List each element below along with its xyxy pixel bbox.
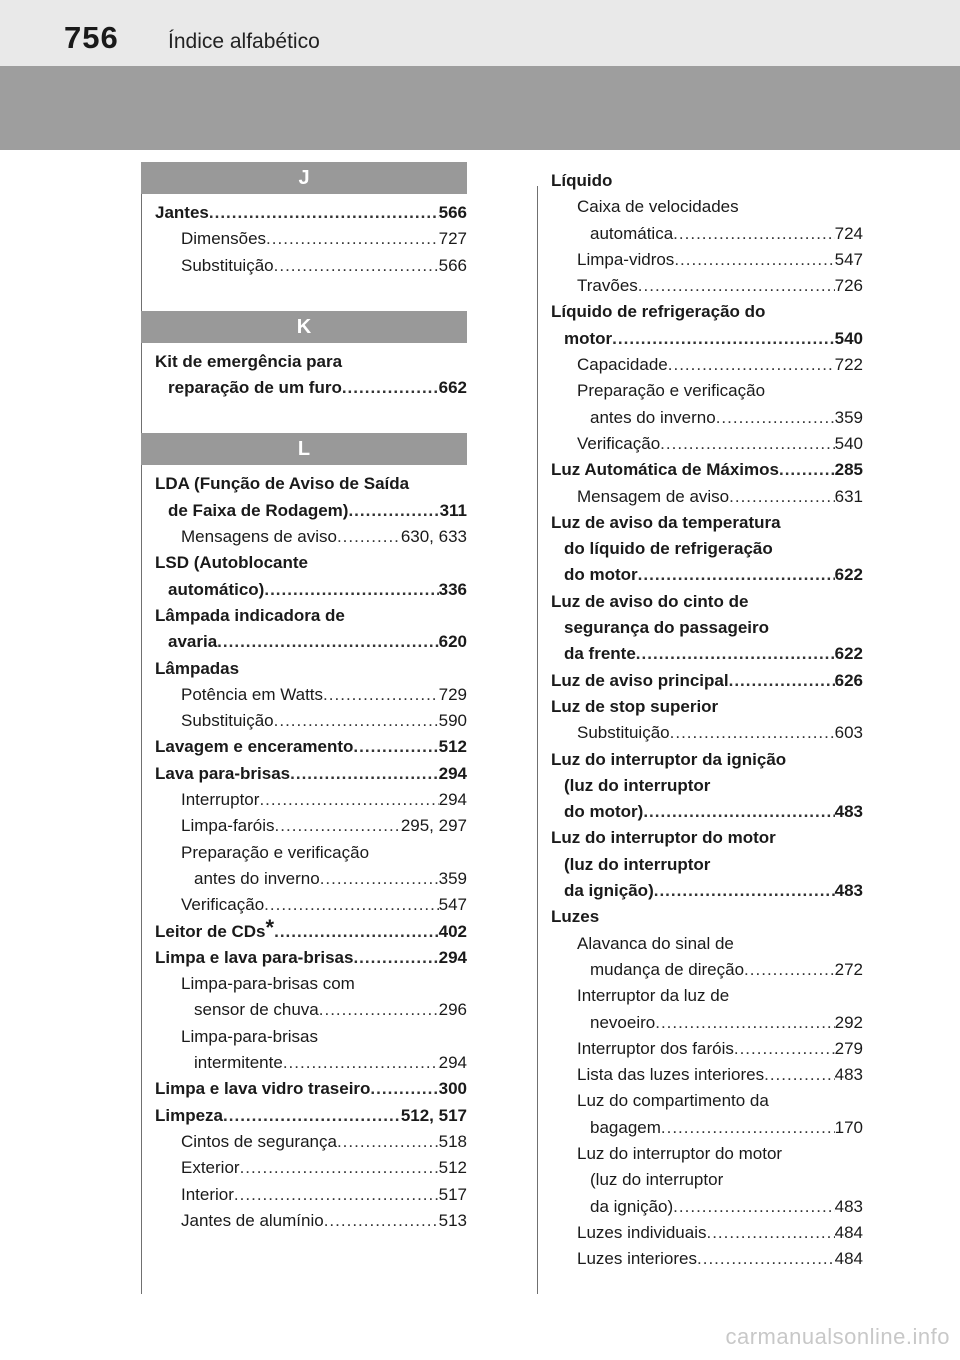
page-reference: 620 [438,632,467,652]
index-entry [155,200,467,226]
index-entry-term: Interruptor da luz de [577,986,730,1006]
dot-leader [654,878,835,904]
index-entry-term: Líquido de refrigeração do [551,302,766,322]
index-entry [551,1088,863,1114]
page-reference: 626 [834,670,863,690]
index-entry-term: Caixa de velocidades [577,197,739,217]
index-entry-term: nevoeiro [590,1012,656,1032]
index-entry [551,1141,863,1167]
index-entry-term: mudança de direção [590,959,745,979]
page-reference: 483 [834,802,863,822]
page-reference: 311 [439,500,467,520]
index-entry-term: (luz do interruptor [590,1170,724,1190]
index-entry [551,352,863,378]
index-entry [551,536,863,562]
index-entry [155,1103,467,1129]
index-entry-term: de Faixa de Rodagem) [168,500,349,520]
page-reference: 484 [834,1249,863,1269]
index-entry [155,375,467,401]
page-reference: 622 [834,565,863,585]
index-entry-term: Preparação e verificação [181,842,370,862]
index-entry [551,983,863,1009]
index-entry [551,1194,863,1220]
letter-heading-l: L [141,433,467,465]
index-entry-term: Interior [181,1184,234,1204]
index-entry [551,484,863,510]
index-entry-term: LSD (Autoblocante [155,553,308,573]
index-entry [155,708,467,734]
index-entry [551,562,863,588]
page-reference: 566 [438,203,467,222]
index-entry [155,761,467,787]
index-entry-term: Interruptor dos faróis [577,1038,734,1058]
page-reference: 630, 633 [400,527,467,547]
dot-leader [668,352,835,378]
index-entry [155,682,467,708]
index-entry [155,524,467,550]
dot-leader [734,1036,835,1062]
page-reference: 513 [438,1210,467,1230]
page-reference: 483 [834,1196,863,1216]
page-reference: 483 [834,1065,863,1085]
dot-leader [274,253,439,279]
page-reference: 603 [834,723,863,743]
page-reference: 547 [438,895,467,915]
index-entry-term: do líquido de refrigeração [564,539,773,559]
page-reference: 292 [834,1012,863,1032]
index-entry-term: Limpa-para-brisas com [181,974,355,994]
page-reference: 294 [438,763,467,783]
page-reference: 722 [834,355,863,375]
dot-leader [275,813,401,839]
dot-leader [729,484,834,510]
page-reference: 296 [438,1000,467,1020]
section-gap [141,401,467,433]
dot-leader [274,708,439,734]
page-reference: 517 [438,1184,467,1204]
index-entry-term: Potência em Watts [181,684,324,704]
dot-leader [337,524,401,550]
index-entry [155,629,467,655]
index-entry-term: Luzes interiores [577,1249,698,1269]
page-reference: 727 [438,229,467,249]
index-entry [551,221,863,247]
index-entry-term: Alavanca do sinal de [577,933,734,953]
dot-leader [697,1246,835,1272]
index-entry [155,603,467,629]
index-entry-term: Kit de emergência para [155,351,343,371]
index-entry [551,931,863,957]
index-entry-term: (luz do interruptor [564,775,711,795]
index-entry-term: bagagem [590,1117,661,1137]
dot-leader [217,629,438,655]
index-entry-term: do motor) [564,802,644,822]
index-entry-term: intermitente [194,1053,283,1073]
index-entry [551,299,863,325]
dot-leader [319,997,439,1023]
index-entry-term: reparação de um furo [168,378,342,398]
page-number: 756 [64,20,119,55]
letter-group [141,465,467,1234]
index-entry-term: avaria [168,632,218,652]
index-entry [551,641,863,667]
dot-leader [223,1103,401,1129]
index-entry [551,1036,863,1062]
page-header-light-strip [0,0,960,66]
dot-leader [636,641,835,667]
page-reference: 483 [834,881,863,901]
index-entry-term: Limpa-para-brisas [181,1026,318,1046]
index-entry-term: Lavagem e enceramento [155,737,354,757]
index-entry-term: Luz do interruptor da ignição [551,749,787,769]
index-entry [551,1167,863,1193]
index-entry [155,866,467,892]
index-entry [155,577,467,603]
index-entry-term: Mensagens de aviso [181,527,337,547]
section-title: Índice alfabético [168,30,320,53]
page-reference: 518 [438,1131,467,1151]
page-header-band [0,0,960,150]
dot-leader [729,668,835,694]
index-entry [155,226,467,252]
index-entry-term: Verificação [577,433,661,453]
page-reference: 622 [834,644,863,664]
page-reference: 294 [438,947,467,967]
index-entry [551,1115,863,1141]
dot-leader [716,405,835,431]
dot-leader [638,273,835,299]
dot-leader [337,1129,439,1155]
letter-group [141,194,467,279]
index-entry-term: (luz do interruptor [564,854,711,874]
page-reference: 170 [834,1117,863,1137]
index-entry-term: Luz do interruptor do motor [577,1143,783,1163]
index-entry [551,1062,863,1088]
dot-leader [370,1076,438,1102]
index-entry-term: Lâmpadas [155,658,240,678]
index-entry-term: LDA (Função de Aviso de Saída [155,474,410,494]
index-entry [551,168,863,194]
page-reference: 484 [834,1222,863,1242]
index-entry-term: Luz de aviso principal [551,670,729,690]
index-entry-term: Substituição [181,711,274,731]
index-entry-term: Exterior [181,1158,240,1178]
page-reference: 631 [834,486,863,506]
index-entry-term: da frente [564,644,636,664]
index-entry-term: Luz de aviso da temperatura [551,512,781,532]
page-reference: 512 [438,1158,467,1178]
index-entry-term: Limpeza [155,1105,224,1125]
index-entry-term: Substituição [577,723,670,743]
dot-leader [353,945,438,971]
index-entry [155,253,467,279]
page-reference: 300 [438,1079,467,1099]
letter-heading-k: K [141,311,467,343]
index-entry [155,734,467,760]
index-entry [551,852,863,878]
index-entry-term: Interruptor [181,790,260,810]
index-entry [551,799,863,825]
index-entry [155,787,467,813]
page-reference: 724 [834,223,863,243]
index-entry [155,656,467,682]
page-reference: 590 [438,711,467,731]
index-entry-term: Lava para-brisas [155,763,291,783]
dot-leader [779,457,835,483]
index-entry [551,431,863,457]
index-entry [155,1155,467,1181]
index-entry-term: motor [564,328,613,348]
index-entry [155,945,467,971]
dot-leader [706,1220,834,1246]
page-reference: 540 [834,433,863,453]
index-entry [551,194,863,220]
index-entry-term: Substituição [181,255,274,275]
index-entry [551,1246,863,1272]
index-entry-term: Capacidade [577,355,668,375]
dot-leader [264,892,438,918]
index-entry [551,957,863,983]
index-entry [551,720,863,746]
index-entry-term: Luzes individuais [577,1222,707,1242]
index-entry [551,773,863,799]
index-entry-term: Luz do interruptor do motor [551,828,776,848]
index-entry [155,813,467,839]
index-entry-term: Lâmpada indicadora de [155,605,345,625]
page-reference: 272 [834,959,863,979]
page-reference: 729 [438,684,467,704]
dot-leader [353,734,438,760]
dot-leader [342,375,439,401]
watermark-logo: carmanualsonline.info [725,1324,950,1349]
index-entry [551,378,863,404]
index-entry-term: Verificação [181,895,265,915]
index-entry [551,510,863,536]
index-entry-term: Limpa-faróis [181,816,275,836]
section-gap [141,279,467,311]
page-reference: 294 [438,1053,467,1073]
index-entry-term: antes do inverno [590,407,716,427]
index-entry [155,1024,467,1050]
index-entry [155,1182,467,1208]
index-entry-term: antes do inverno [194,868,320,888]
dot-leader [240,1155,439,1181]
index-entry-term: Leitor de CDs [155,921,266,941]
dot-leader [234,1182,439,1208]
page-reference: 512, 517 [400,1105,467,1125]
index-entry [551,878,863,904]
index-entry-term: sensor de chuva [194,1000,319,1020]
page-reference: 566 [438,255,467,275]
index-entry [155,471,467,497]
index-entry-term: Jantes de alumínio [181,1210,324,1230]
dot-leader [266,226,439,252]
index-entry [155,997,467,1023]
index-entry-term: Limpa e lava vidro traseiro [155,1079,371,1099]
index-entry-term: Luz do compartimento da [577,1091,769,1111]
index-entry [155,349,467,375]
index-entry-term: Limpa e lava para-brisas [155,947,354,967]
page-reference: 279 [834,1038,863,1058]
index-entry [551,326,863,352]
letter-heading-j: J [141,162,467,194]
index-entry [551,904,863,930]
index-entry-term: da ignição) [590,1196,674,1216]
page-reference: 295, 297 [400,816,467,836]
index-entry [551,247,863,273]
index-entry [155,971,467,997]
page-reference: 359 [438,868,467,888]
page-reference: 402 [438,921,467,941]
dot-leader [290,761,438,787]
index-entry [551,589,863,615]
letter-group [141,343,467,402]
dot-leader [673,1194,834,1220]
page-reference: 512 [438,737,467,757]
dot-leader [661,1115,835,1141]
index-entry [155,498,467,524]
index-entry-term: Mensagem de aviso [577,486,730,506]
dot-leader [323,682,439,708]
index-entry-term: automático) [168,579,265,599]
dot-leader [209,200,439,226]
index-entry-term: Luz de stop superior [551,696,719,716]
index-entry [551,457,863,483]
index-entry [551,1010,863,1036]
dot-leader [324,1208,439,1234]
index-entry [551,747,863,773]
index-entry [551,405,863,431]
index-entry-term: Líquido [551,171,613,190]
dot-leader [670,720,835,746]
dot-leader [660,431,834,457]
index-entry-term: Lista das luzes interiores [577,1065,765,1085]
page-reference: 662 [438,378,467,398]
dot-leader [283,1050,439,1076]
page-reference: 285 [834,460,863,480]
index-entry: Leitor de CDs * ..... 402 [155,919,467,945]
index-entry [155,1050,467,1076]
dot-leader [638,562,835,588]
index-entry [155,892,467,918]
dot-leader [744,957,835,983]
index-entry [155,1208,467,1234]
dot-leader [764,1062,835,1088]
page-reference: 294 [438,790,467,810]
index-entry-term: Luz Automática de Máximos [551,460,779,480]
index-entry-term: Limpa-vidros [577,249,675,269]
index-entry-term: segurança do passageiro [564,618,770,638]
index-entry [551,615,863,641]
page-reference: 726 [834,276,863,296]
dot-leader [655,1010,834,1036]
index-entry-term: Travões [577,276,638,296]
dot-leader [264,577,438,603]
page-reference: 336 [438,579,467,599]
dot-leader [259,787,438,813]
index-entry [551,1220,863,1246]
dot-leader [348,498,439,524]
dot-leader [274,919,439,945]
index-entry [551,694,863,720]
dot-leader [612,326,834,352]
index-entry-term: Dimensões [181,229,267,249]
index-column-left [141,162,467,1234]
index-entry-term: Preparação e verificação [577,381,766,401]
index-entry [155,550,467,576]
index-entry-term: do motor [564,565,638,585]
page-reference: 359 [834,407,863,427]
index-entry [551,273,863,299]
index-entry [155,1076,467,1102]
index-entry-term: Luzes [551,907,600,927]
dot-leader [674,247,834,273]
index-entry-term: Jantes [155,203,209,222]
index-column-right [537,168,863,1272]
page-reference: 540 [834,328,863,348]
dot-leader [643,799,834,825]
index-entry [155,1129,467,1155]
letter-group [537,168,863,1272]
index-entry-term: Luz de aviso do cinto de [551,591,749,611]
index-entry [551,668,863,694]
page-reference: 547 [834,249,863,269]
dot-leader [673,221,834,247]
index-entry-term: Cintos de segurança [181,1131,337,1151]
index-entry-term: automática [590,223,674,243]
index-entry-term: da ignição) [564,881,654,901]
index-entry [551,825,863,851]
dot-leader [320,866,439,892]
index-entry [155,840,467,866]
